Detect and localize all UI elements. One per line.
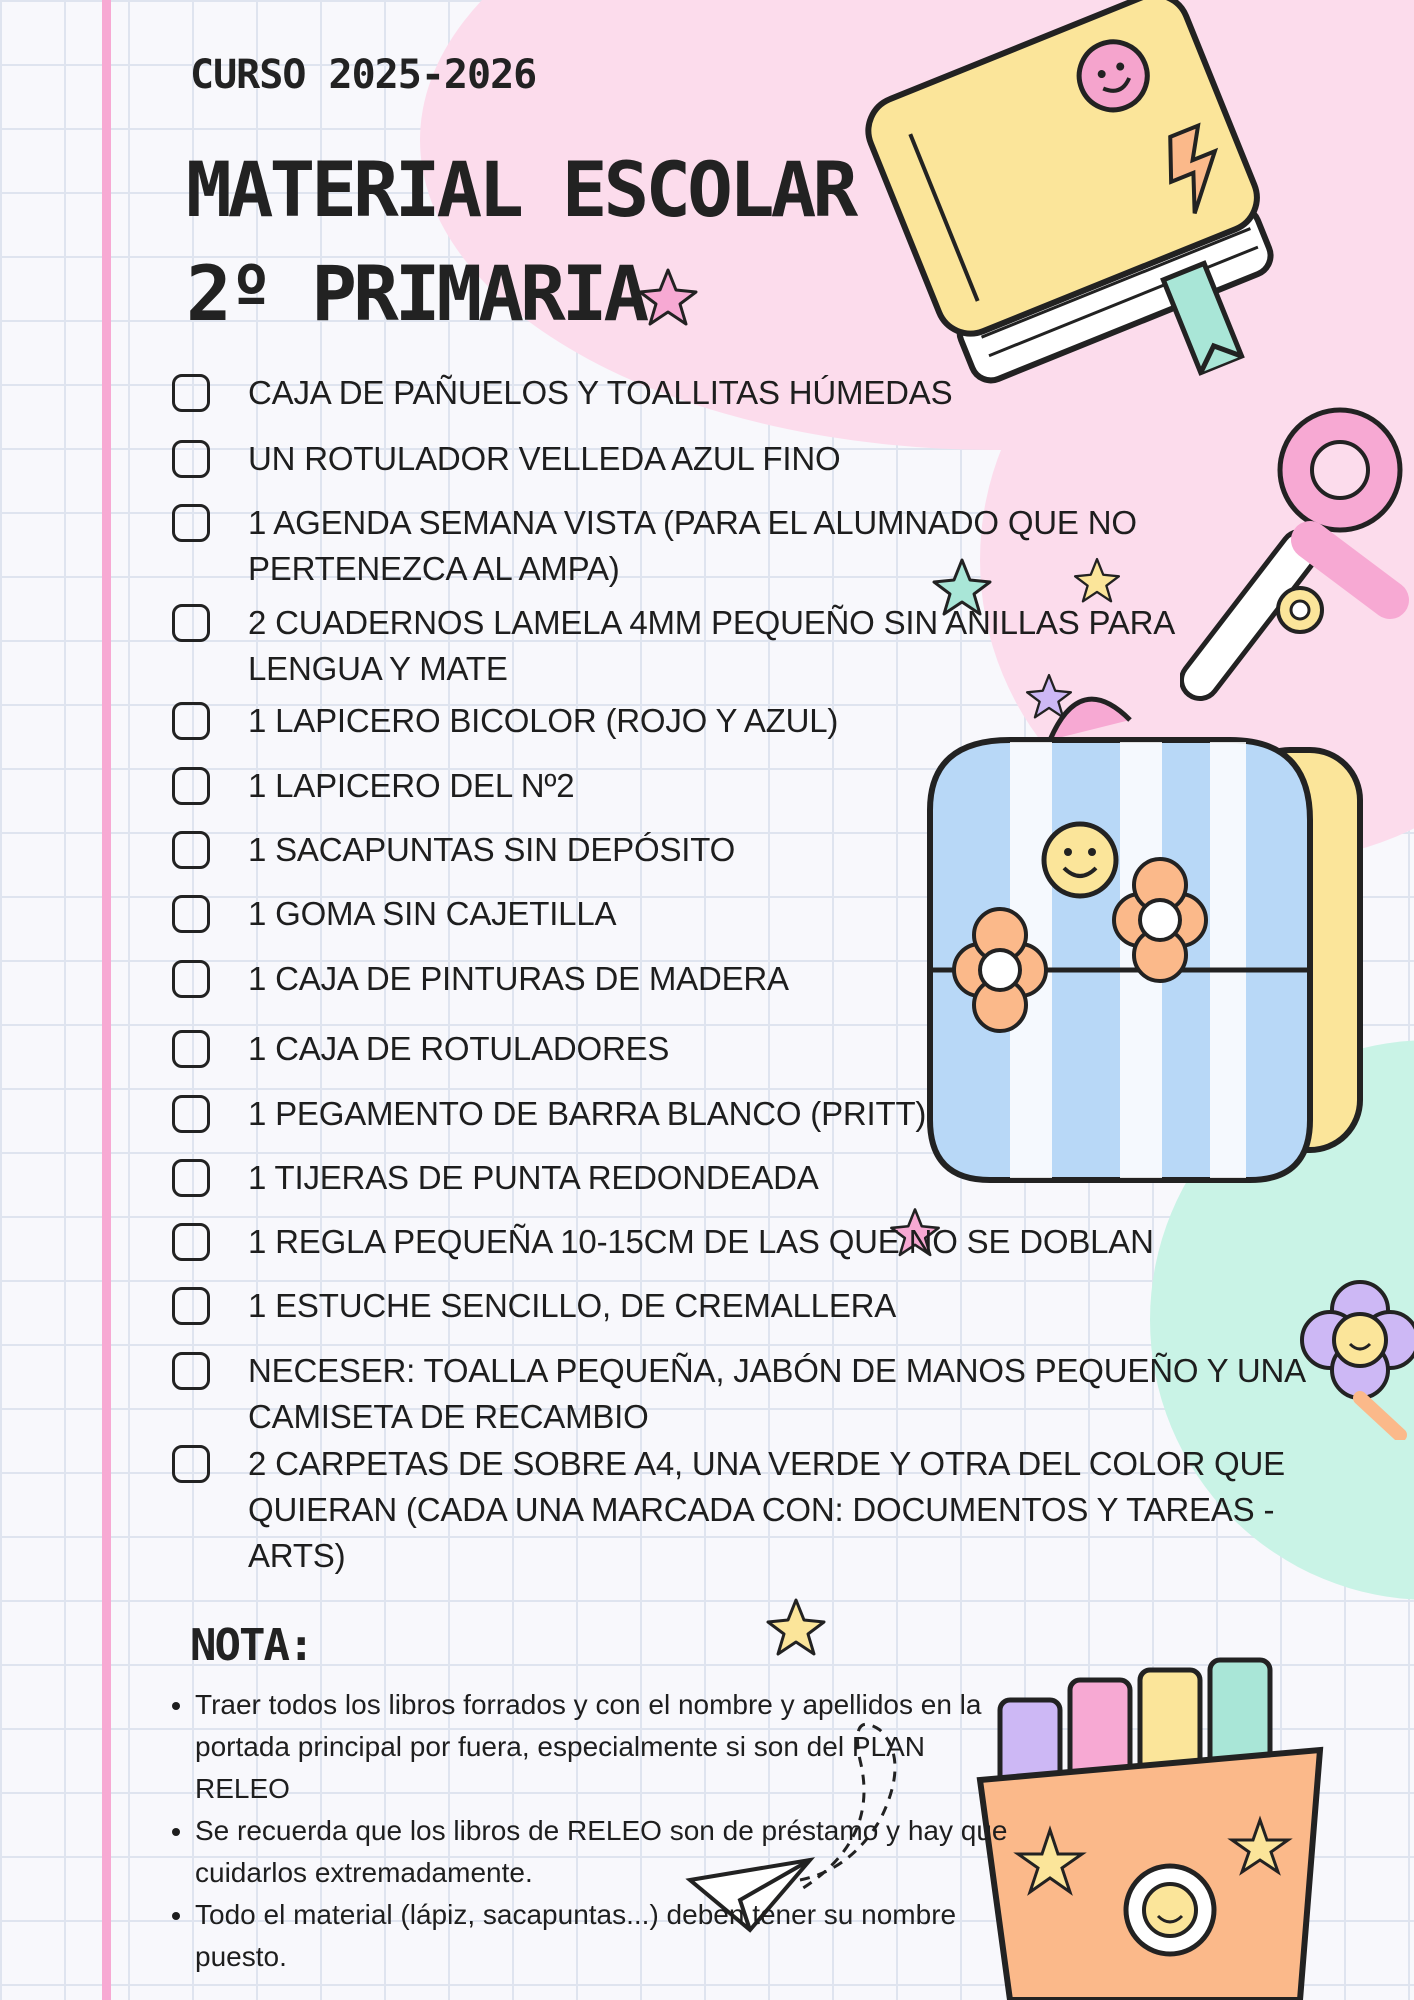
checklist-item-text: 1 PEGAMENTO DE BARRA BLANCO (PRITT) bbox=[248, 1095, 927, 1132]
backpack-icon bbox=[870, 680, 1390, 1220]
checklist-item-text: 1 TIJERAS DE PUNTA REDONDEADA bbox=[248, 1159, 819, 1196]
checkbox[interactable] bbox=[172, 504, 210, 542]
checkbox[interactable] bbox=[172, 895, 210, 933]
checkbox[interactable] bbox=[172, 1287, 210, 1325]
checkbox[interactable] bbox=[172, 374, 210, 412]
checkbox[interactable] bbox=[172, 604, 210, 642]
note-heading: NOTA: bbox=[190, 1620, 313, 1671]
checkbox[interactable] bbox=[172, 767, 210, 805]
checkbox[interactable] bbox=[172, 1223, 210, 1261]
checklist-item-text: 1 REGLA PEQUEÑA 10-15CM DE LAS QUE NO SE DOBLAN bbox=[248, 1223, 1154, 1260]
checklist-item-text: 1 CAJA DE ROTULADORES bbox=[248, 1030, 670, 1067]
checkbox[interactable] bbox=[172, 1159, 210, 1197]
checkbox[interactable] bbox=[172, 1095, 210, 1133]
course-year: CURSO 2025-2026 bbox=[190, 52, 537, 98]
checklist-item-text: NECESER: TOALLA PEQUEÑA, JABÓN DE MANOS PEQUEÑO Y UNA CAMISETA DE RECAMBIO bbox=[248, 1352, 1305, 1435]
checklist-item-text: 1 LAPICERO BICOLOR (ROJO Y AZUL) bbox=[248, 702, 839, 739]
checklist-item-text: 1 GOMA SIN CAJETILLA bbox=[248, 895, 617, 932]
star-icon bbox=[764, 1596, 828, 1660]
checklist-item-text: 1 CAJA DE PINTURAS DE MADERA bbox=[248, 960, 789, 997]
page-title bbox=[186, 138, 854, 346]
checklist-item-text: 1 SACAPUNTAS SIN DEPÓSITO bbox=[248, 831, 736, 868]
note-list bbox=[150, 1684, 1015, 1978]
title-line-2: 2º PRIMARIA bbox=[186, 249, 646, 338]
checklist-item-text: 1 ESTUCHE SENCILLO, DE CREMALLERA bbox=[248, 1287, 897, 1324]
checklist-item-text: 1 LAPICERO DEL Nº2 bbox=[248, 767, 575, 804]
checkbox[interactable] bbox=[172, 440, 210, 478]
title-line-1: MATERIAL ESCOLAR bbox=[186, 145, 855, 234]
checklist-item-text: 1 AGENDA SEMANA VISTA (PARA EL ALUMNADO QUE NO PERTENEZCA AL AMPA) bbox=[248, 504, 1137, 587]
checklist-item-text: 2 CARPETAS DE SOBRE A4, UNA VERDE Y OTRA DEL COLOR QUE QUIERAN (CADA UNA MARCADA CON: DOCUMENTOS Y TAREAS - ARTS) bbox=[248, 1445, 1285, 1574]
checklist-item-text: UN ROTULADOR VELLEDA AZUL FINO bbox=[248, 440, 841, 477]
checklist-item-text: CAJA DE PAÑUELOS Y TOALLITAS HÚMEDAS bbox=[248, 374, 953, 411]
checkbox[interactable] bbox=[172, 1030, 210, 1068]
checkbox[interactable] bbox=[172, 1352, 210, 1390]
notebook-margin-line bbox=[102, 0, 111, 2000]
checkbox[interactable] bbox=[172, 1445, 210, 1483]
checkbox[interactable] bbox=[172, 831, 210, 869]
checkbox[interactable] bbox=[172, 960, 210, 998]
note-item: • Se recuerda que los libros de RELEO son de préstamo y hay que cuidarlos extremadamente. bbox=[195, 1810, 1015, 1894]
note-item: • Todo el material (lápiz, sacapuntas...) deben tener su nombre puesto. bbox=[195, 1894, 1015, 1978]
flower-icon bbox=[1300, 1280, 1414, 1440]
checkbox[interactable] bbox=[172, 702, 210, 740]
note-item: • Traer todos los libros forrados y con el nombre y apellidos en la portada principal por fuera, especialmente si son del PLAN RELEO bbox=[195, 1684, 1015, 1810]
crayon-box-icon bbox=[960, 1640, 1350, 2000]
checklist-item-text: 2 CUADERNOS LAMELA 4MM PEQUEÑO SIN ANILLAS PARA LENGUA Y MATE bbox=[248, 604, 1174, 687]
